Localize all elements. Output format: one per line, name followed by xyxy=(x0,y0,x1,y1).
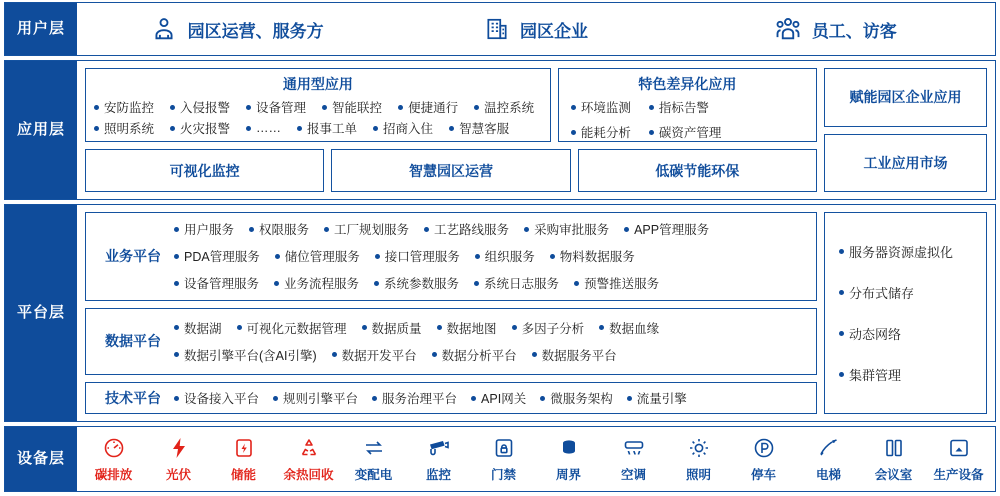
business-platform-item[interactable]: 权限服务 xyxy=(249,220,309,238)
device-item-meeting-room[interactable] xyxy=(861,435,926,483)
data-platform-block xyxy=(85,308,817,375)
device-item-power-distribution[interactable] xyxy=(341,435,406,483)
infrastructure-box xyxy=(824,212,987,414)
technology-platform-item[interactable]: API网关 xyxy=(471,389,526,407)
elevator-icon xyxy=(817,435,841,461)
recycle-icon xyxy=(297,435,321,461)
technology-platform-row-1 xyxy=(174,389,810,407)
app-right-box-enable-enterprise[interactable]: 赋能园区企业应用 xyxy=(824,68,987,127)
data-platform-item[interactable]: 数据服务平台 xyxy=(532,346,617,364)
business-platform-item[interactable]: 组织服务 xyxy=(475,247,535,265)
general-app-item[interactable]: 智慧客服 xyxy=(449,119,509,137)
device-item-perimeter[interactable] xyxy=(536,435,601,483)
device-item-photovoltaic[interactable] xyxy=(146,435,211,483)
device-layer-body xyxy=(77,427,995,491)
infrastructure-item-dynamic-network[interactable]: 动态网络 xyxy=(839,324,972,343)
business-platform-item[interactable]: 工厂规划服务 xyxy=(324,220,409,238)
technology-platform-title: 技术平台 xyxy=(105,390,161,406)
device-item-monitoring[interactable] xyxy=(406,435,471,483)
air-conditioner-icon xyxy=(622,435,646,461)
data-platform-item[interactable]: 数据质量 xyxy=(362,319,422,337)
business-platform-item[interactable]: 系统日志服务 xyxy=(474,274,559,292)
device-item-access-control[interactable] xyxy=(471,435,536,483)
business-platform-item[interactable]: 储位管理服务 xyxy=(275,247,360,265)
technology-platform-block xyxy=(85,382,817,414)
feature-app-item[interactable]: 环境监测 xyxy=(571,98,631,116)
business-platform-item[interactable]: 系统参数服务 xyxy=(374,274,459,292)
transfer-icon xyxy=(362,435,386,461)
business-platform-item[interactable]: 设备管理服务 xyxy=(174,274,259,292)
business-platform-items xyxy=(174,220,810,292)
building-icon xyxy=(484,16,510,42)
user-layer-row xyxy=(4,2,996,56)
business-platform-item[interactable]: APP管理服务 xyxy=(624,220,709,238)
app-bottom-box-low-carbon[interactable]: 低碳节能环保 xyxy=(578,149,817,192)
device-item-lighting[interactable] xyxy=(666,435,731,483)
data-platform-item[interactable]: 可视化元数据管理 xyxy=(237,319,347,337)
data-platform-row-1 xyxy=(174,319,810,337)
business-platform-row-1 xyxy=(174,220,810,238)
meeting-room-icon xyxy=(882,435,906,461)
device-item-air-conditioner[interactable] xyxy=(601,435,666,483)
operator-icon xyxy=(150,15,178,43)
device-label: 生产设备 xyxy=(933,468,984,482)
user-layer-body xyxy=(77,3,995,55)
battery-icon xyxy=(232,435,256,461)
business-platform-item[interactable]: 采购审批服务 xyxy=(524,220,609,238)
business-platform-item[interactable]: 业务流程服务 xyxy=(274,274,359,292)
infrastructure-item-cluster-management[interactable]: 集群管理 xyxy=(839,365,972,384)
parking-icon xyxy=(752,435,776,461)
bolt-icon xyxy=(167,435,191,461)
business-platform-title: 业务平台 xyxy=(105,248,161,265)
data-platform-item[interactable]: 数据开发平台 xyxy=(332,346,417,364)
general-app-item[interactable]: 智能联控 xyxy=(322,98,382,116)
technology-platform-items xyxy=(174,389,810,407)
application-layer-label: 应用层 xyxy=(5,61,77,199)
data-platform-item[interactable]: 数据血缘 xyxy=(599,319,659,337)
user-layer-label: 用户层 xyxy=(5,3,77,55)
data-platform-item[interactable]: 数据地图 xyxy=(437,319,497,337)
feature-app-item[interactable]: 碳资产管理 xyxy=(649,123,722,141)
production-icon xyxy=(947,435,971,461)
platform-layer-label: 平台层 xyxy=(5,205,77,421)
general-app-item[interactable]: 便捷通行 xyxy=(398,98,458,116)
application-layer-body xyxy=(77,61,995,199)
device-label: 照明 xyxy=(685,468,711,482)
device-label: 变配电 xyxy=(354,468,393,482)
technology-platform-item[interactable]: 微服务架构 xyxy=(540,389,613,407)
device-label: 余热回收 xyxy=(283,468,334,482)
app-bottom-box-visual-monitoring[interactable]: 可视化监控 xyxy=(85,149,324,192)
user-item-staff-visitor[interactable] xyxy=(686,15,985,43)
app-bottom-box-smart-park-operation[interactable]: 智慧园区运营 xyxy=(331,149,570,192)
light-icon xyxy=(687,435,711,461)
general-app-item[interactable]: 报事工单 xyxy=(297,119,357,137)
device-label: 门禁 xyxy=(490,468,516,482)
business-platform-item[interactable]: 接口管理服务 xyxy=(375,247,460,265)
device-label: 周界 xyxy=(555,468,581,482)
device-label: 监控 xyxy=(425,468,451,482)
camera-icon xyxy=(427,435,451,461)
general-application-row-1 xyxy=(94,98,542,116)
feature-application-row-1 xyxy=(567,98,808,116)
device-item-energy-storage[interactable] xyxy=(211,435,276,483)
general-app-item[interactable]: …… xyxy=(246,119,281,137)
technology-platform-item[interactable]: 服务治理平台 xyxy=(372,389,457,407)
feature-application-items xyxy=(567,98,808,141)
technology-platform-item[interactable]: 规则引擎平台 xyxy=(273,389,358,407)
data-platform-item[interactable]: 数据湖 xyxy=(174,319,222,337)
platform-layer-row xyxy=(4,204,996,422)
gauge-icon xyxy=(102,435,126,461)
user-item-operator[interactable] xyxy=(87,15,386,43)
general-application-items xyxy=(94,98,542,137)
general-app-item[interactable]: 入侵报警 xyxy=(170,98,230,116)
application-left-group xyxy=(85,68,817,192)
general-app-item[interactable]: 安防监控 xyxy=(94,98,154,116)
device-item-elevator[interactable] xyxy=(796,435,861,483)
general-app-item[interactable]: 温控系统 xyxy=(474,98,534,116)
general-app-item[interactable]: 设备管理 xyxy=(246,98,306,116)
device-item-waste-heat-recovery[interactable] xyxy=(276,435,341,483)
feature-app-item[interactable]: 指标告警 xyxy=(649,98,709,116)
device-label: 电梯 xyxy=(815,468,841,482)
general-application-box xyxy=(85,68,551,142)
data-platform-title: 数据平台 xyxy=(105,333,161,350)
business-platform-item[interactable]: 预警推送服务 xyxy=(574,274,659,292)
data-platform-item[interactable]: 数据引擎平台(含AI引擎) xyxy=(174,346,317,364)
app-right-box-industrial-market[interactable]: 工业应用市场 xyxy=(824,134,987,193)
application-layer-row xyxy=(4,60,996,200)
business-platform-item[interactable]: 用户服务 xyxy=(174,220,234,238)
general-app-item[interactable]: 招商入住 xyxy=(373,119,433,137)
device-label: 会议室 xyxy=(874,468,913,482)
device-label: 碳排放 xyxy=(94,468,133,482)
general-app-item[interactable]: 照明系统 xyxy=(94,119,154,137)
feature-application-title: 特色差异化应用 xyxy=(638,76,737,92)
business-platform-block xyxy=(85,212,817,301)
people-icon xyxy=(774,15,802,43)
infrastructure-item-virtualization[interactable]: 服务器资源虚拟化 xyxy=(839,242,972,261)
device-item-carbon-emission[interactable] xyxy=(81,435,146,483)
device-layer-row xyxy=(4,426,996,492)
platform-left-group xyxy=(85,212,817,414)
technology-platform-item[interactable]: 设备接入平台 xyxy=(174,389,259,407)
general-app-item[interactable]: 火灾报警 xyxy=(170,119,230,137)
platform-layer-body xyxy=(77,205,995,421)
device-label: 空调 xyxy=(620,468,646,482)
technology-platform-item[interactable]: 流量引擎 xyxy=(627,389,687,407)
infrastructure-item-distributed-storage[interactable]: 分布式储存 xyxy=(839,283,972,302)
feature-application-box xyxy=(558,68,817,142)
data-platform-row-2 xyxy=(174,346,810,364)
user-item-operator-label: 园区运营、服务方 xyxy=(187,21,324,41)
feature-application-row-2 xyxy=(567,123,808,141)
general-application-row-2 xyxy=(94,119,542,137)
business-platform-item[interactable]: 物料数据服务 xyxy=(550,247,635,265)
general-application-title: 通用型应用 xyxy=(282,76,353,92)
business-platform-row-2 xyxy=(174,247,810,265)
user-item-staff-visitor-label: 员工、访客 xyxy=(811,21,897,41)
user-item-enterprise[interactable] xyxy=(386,16,685,42)
lock-icon xyxy=(492,435,516,461)
business-platform-item[interactable]: 工艺路线服务 xyxy=(424,220,509,238)
device-layer-label: 设备层 xyxy=(5,427,77,491)
device-item-production-equipment[interactable] xyxy=(926,435,991,483)
business-platform-row-3 xyxy=(174,274,810,292)
user-item-enterprise-label: 园区企业 xyxy=(519,21,588,41)
device-label: 光伏 xyxy=(165,468,191,482)
data-platform-item[interactable]: 多因子分析 xyxy=(512,319,585,337)
data-platform-item[interactable]: 数据分析平台 xyxy=(432,346,517,364)
application-right-boxes xyxy=(824,68,987,192)
feature-app-item[interactable]: 能耗分析 xyxy=(571,123,631,141)
device-item-parking[interactable] xyxy=(731,435,796,483)
business-platform-item[interactable]: PDA管理服务 xyxy=(174,247,260,265)
device-label: 储能 xyxy=(230,468,256,482)
application-top-boxes xyxy=(85,68,817,142)
device-label: 停车 xyxy=(750,468,776,482)
perimeter-icon xyxy=(557,435,581,461)
application-bottom-boxes xyxy=(85,149,817,192)
data-platform-items xyxy=(174,319,810,364)
